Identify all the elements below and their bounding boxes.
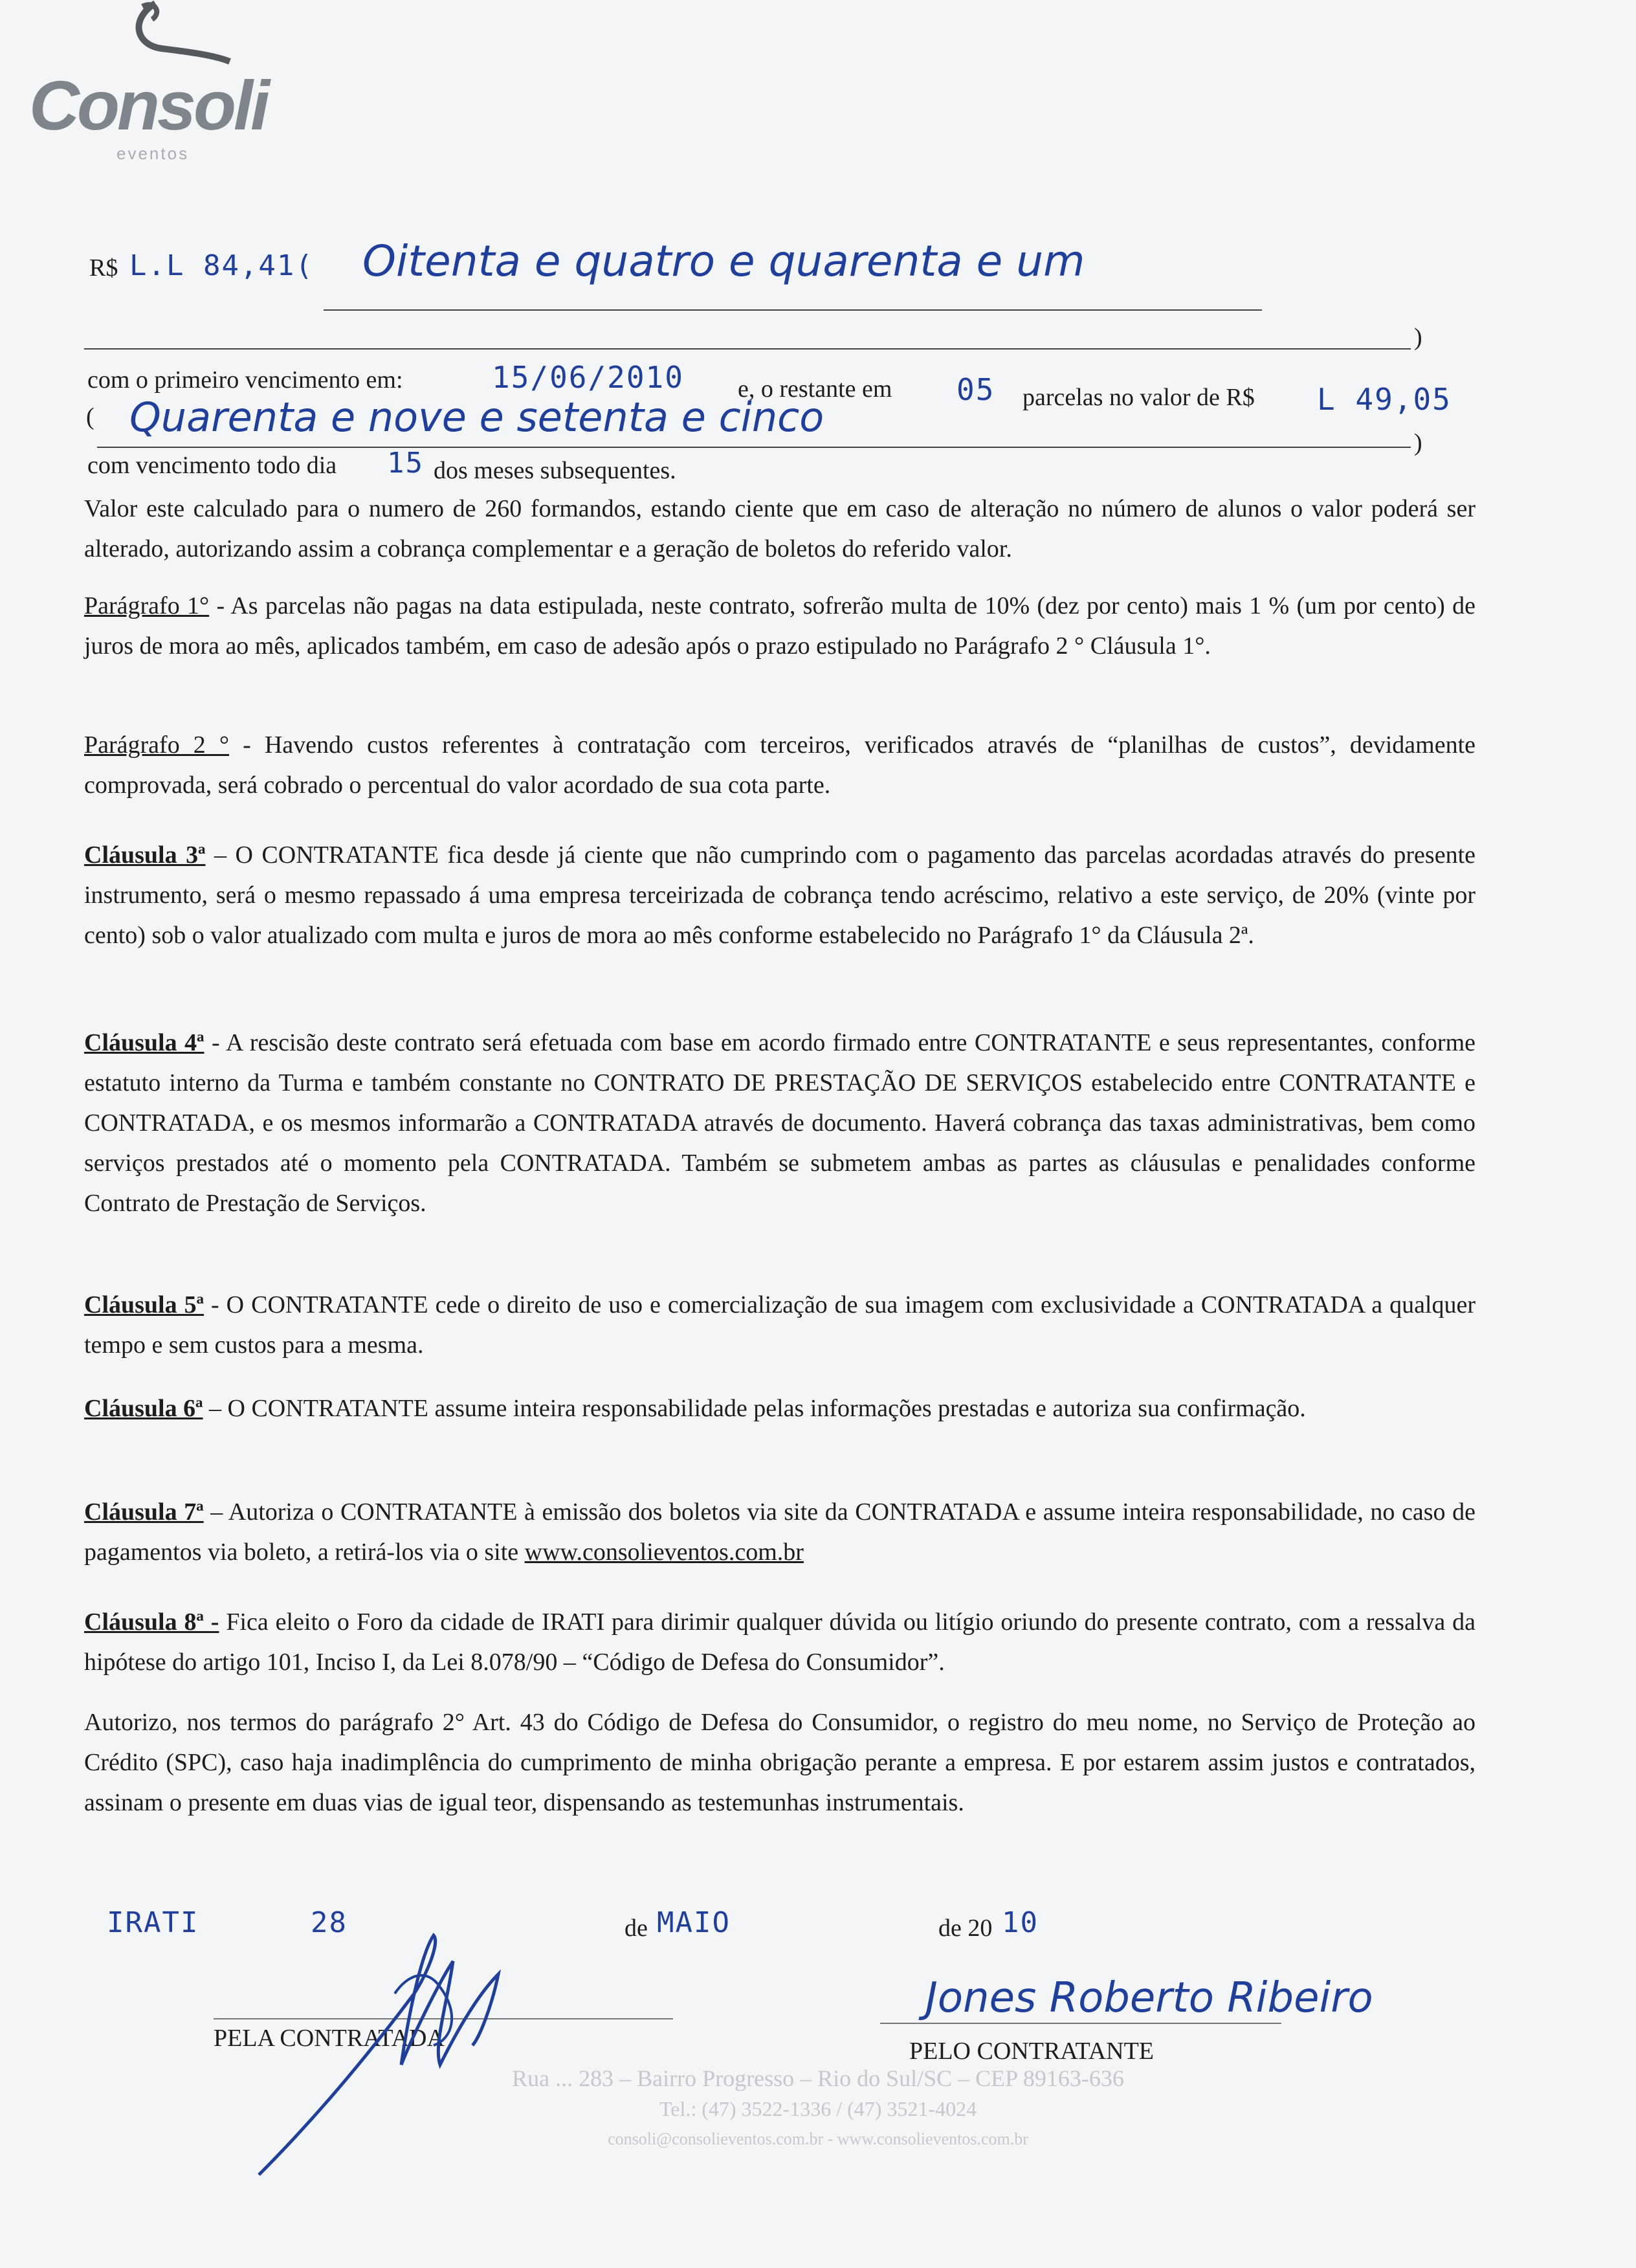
due-day-prefix: com vencimento todo dia <box>87 452 337 479</box>
clausula-6-label: Cláusula 6ª <box>84 1395 203 1422</box>
clausula-4-label: Cláusula 4ª <box>84 1029 204 1056</box>
clausula-6 <box>84 1388 1476 1429</box>
signature-label-contratada: PELA CONTRATADA <box>214 2025 445 2052</box>
value-note: Valor este calculado para o numero de 260 formandos, estando ciente que em caso de alteração no número de alunos o valor poderá ser alterado, autorizando assim a cobrança complementar e a geração de boletos do referido valor. <box>84 495 1476 562</box>
date-de-1: de <box>625 1915 648 1942</box>
clausula-7-text: – Autoriza o CONTRATANTE à emissão dos boletos via site da CONTRATADA e assume inteira responsabilidade, no caso de pagamentos via boleto, a retirá-los via o site <box>84 1498 1476 1566</box>
paragrafo-1-label: Parágrafo 1° <box>84 592 210 619</box>
value-label: parcelas no valor de R$ <box>1022 384 1255 411</box>
amount-digits: L.L 84,41( <box>129 249 314 282</box>
paragrafo-1-text: - As parcelas não pagas na data estipulada, neste contrato, sofrerão multa de 10% (dez por cento) mais 1 % (um por cento) de juros de mora ao mês, aplicados também, em caso de adesão após o prazo estipulado no Parágrafo 2 ° Cláusula 1°. <box>84 592 1476 660</box>
signature-line-right <box>880 2023 1281 2024</box>
autorizo-paragraph: Autorizo, nos termos do parágrafo 2° Art. 43 do Código de Defesa do Consumidor, o registro do meu nome, no Serviço de Proteção ao Crédito (SPC), caso haja inadimplência do cumprimento de minha obrigação perante a empresa. E por estarem assim justos e contratados, assinam o presente em duas vias de igual teor, dispensando as testemunhas instrumentais. <box>84 1709 1476 1816</box>
amount-words-line <box>324 309 1262 311</box>
clausula-8 <box>84 1602 1476 1682</box>
open-paren: ( <box>86 403 94 430</box>
clausula-8-text: Fica eleito o Foro da cidade de IRATI para dirimir qualquer dúvida ou litígio oriundo do presente contrato, com a ressalva da hipótese do artigo 101, Inciso I, da Lei 8.078/90 – “Código de Defesa do Consumidor”. <box>84 1608 1476 1676</box>
clausula-5-text: - O CONTRATANTE cede o direito de uso e comercialização de sua imagem com exclusividade a CONTRATADA a qualquer tempo e sem custos para a mesma. <box>84 1291 1476 1359</box>
clausula-7-label: Cláusula 7ª <box>84 1498 204 1526</box>
paragrafo-2 <box>84 725 1476 805</box>
clausula-6-text: – O CONTRATANTE assume inteira responsabilidade pelas informações prestadas e autoriza sua confirmação. <box>209 1395 1306 1422</box>
amount-words-line-2 <box>84 348 1411 350</box>
date-city: IRATI <box>107 1906 199 1939</box>
clausula-5 <box>84 1285 1476 1365</box>
signature-label-contratante: PELO CONTRATANTE <box>909 2038 1154 2065</box>
installment-value: L 49,05 <box>1317 382 1452 417</box>
website-link[interactable]: www.consolieventos.com.br <box>524 1539 804 1566</box>
due-day-value: 15 <box>387 447 424 480</box>
clausula-3 <box>84 835 1476 955</box>
first-due-mid: e, o restante em <box>738 375 892 403</box>
clausula-3-text: – O CONTRATANTE fica desde já ciente que não cumprindo com o pagamento das parcelas acordadas através do presente instrumento, será o mesmo repassado á uma empresa terceirizada de cobrança tendo acréscimo, relativo a este serviço, de 20% (vinte por cento) sob o valor atualizado com multa e juros de mora ao mês conforme estabelecido no Parágrafo 1° da Cláusula 2ª. <box>84 841 1476 949</box>
clausula-7 <box>84 1492 1476 1572</box>
logo-subtitle: eventos <box>116 144 190 163</box>
clausula-8-label: Cláusula 8ª - <box>84 1608 219 1636</box>
clausula-3-label: Cláusula 3ª <box>84 841 206 869</box>
paragrafo-1 <box>84 586 1476 666</box>
date-year-suffix: 10 <box>1002 1906 1039 1939</box>
paragrafo-2-label: Parágrafo 2 ° <box>84 731 230 759</box>
logo-swirl-icon <box>116 0 246 71</box>
date-month: MAIO <box>657 1906 731 1939</box>
close-paren-2: ) <box>1414 429 1422 456</box>
logo-brand: Consoli <box>29 66 267 144</box>
footer-address: Rua ... 283 – Bairro Progresso – Rio do Sul/SC – CEP 89163-636 <box>512 2065 1124 2091</box>
paragrafo-2-text: - Havendo custos referentes à contratação com terceiros, verificados através de “planilhas de custos”, devidamente comprovada, será cobrado o percentual do valor acordado de sua cota parte. <box>84 731 1476 799</box>
first-due-date: 15/06/2010 <box>492 360 684 395</box>
footer-web: consoli@consolieventos.com.br - www.consolieventos.com.br <box>608 2129 1028 2148</box>
value-words-line <box>97 447 1411 448</box>
date-de-2: de 20 <box>938 1915 993 1942</box>
amount-words-handwritten: Oitenta e quatro e quarenta e um <box>362 236 1085 286</box>
installment-count: 05 <box>956 372 995 407</box>
value-words-handwritten: Quarenta e nove e setenta e cinco <box>129 394 824 441</box>
clausula-4-text: - A rescisão deste contrato será efetuada com base em acordo firmado entre CONTRATANTE e seus representantes, conforme estatuto interno da Turma e também constante no CONTRATO DE PRESTAÇÃO DE SERVIÇOS estabelecido entre CONTRATANTE e CONTRATADA, e os mesmos informarão a CONTRATADA através de documento. Haverá cobrança das taxas administrativas, bem como serviços prestados até o momento pela CONTRATADA. Também se submetem ambas as partes as cláusulas e penalidades conforme Contrato de Prestação de Serviços. <box>84 1029 1476 1217</box>
first-due-label: com o primeiro vencimento em: <box>87 366 403 394</box>
footer-phone: Tel.: (47) 3522-1336 / (47) 3521-4024 <box>659 2097 977 2120</box>
clausula-5-label: Cláusula 5ª <box>84 1291 204 1318</box>
due-day-suffix: dos meses subsequentes. <box>434 457 676 484</box>
clausula-4 <box>84 1023 1476 1223</box>
close-paren: ) <box>1414 324 1422 351</box>
date-day: 28 <box>311 1906 348 1939</box>
currency-label: R$ <box>89 254 118 282</box>
contratante-signature-handwritten: Jones Roberto Ribeiro <box>925 1974 1373 2022</box>
company-logo <box>19 0 291 162</box>
